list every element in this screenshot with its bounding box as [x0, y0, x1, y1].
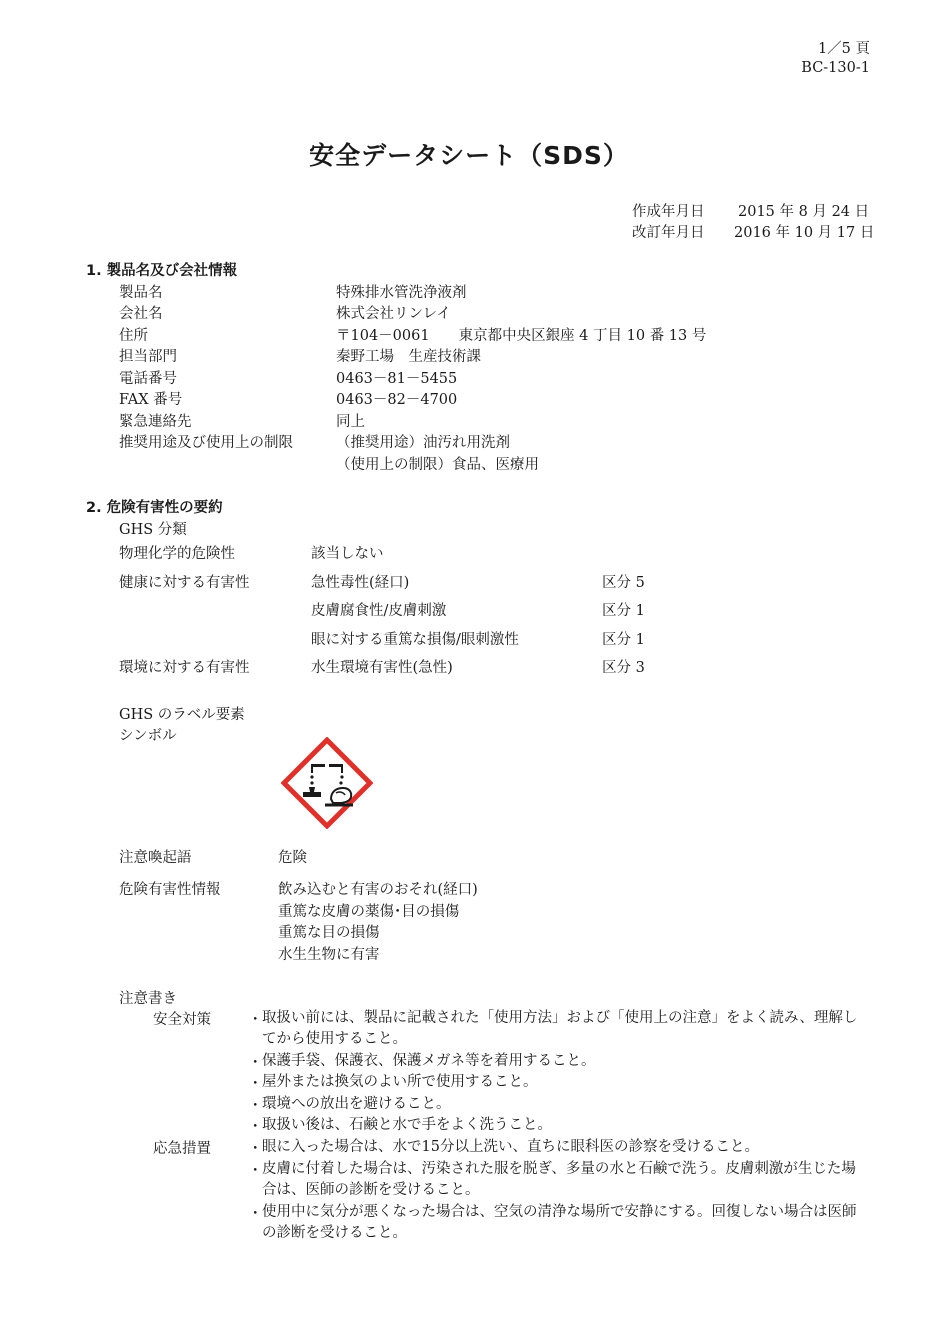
document-code: BC-130-1	[801, 60, 870, 76]
safety-item: 保護手袋、保護衣、保護メガネ等を着用すること。	[262, 1053, 596, 1069]
row-value: （推奨用途）油汚れ用洗剤	[336, 435, 510, 451]
class-hazard: 皮膚腐食性/皮膚刺激	[311, 603, 447, 619]
row-label: FAX 番号	[119, 392, 183, 408]
bullet: ・	[248, 1012, 263, 1028]
row-value: 特殊排水管洗浄液剤	[336, 285, 467, 301]
row-label: 電話番号	[119, 371, 177, 387]
revised-date-value: 2016 年 10 月 17 日	[734, 225, 875, 241]
created-date-label: 作成年月日	[632, 204, 705, 220]
safety-measures-label: 安全対策	[153, 1012, 211, 1028]
class-hazard: 眼に対する重篤な損傷/眼刺激性	[311, 632, 519, 648]
row-value: 0463－82－4700	[336, 392, 458, 408]
signal-word: 危険	[278, 850, 307, 866]
hazard-statement: 飲み込むと有害のおそれ(経口)	[278, 882, 478, 898]
row-value: 秦野工場 生産技術課	[336, 349, 481, 365]
bullet: ・	[248, 1076, 263, 1092]
hazard-info-label: 危険有害性情報	[119, 882, 221, 898]
row-value: 0463－81－5455	[336, 371, 458, 387]
bullet: ・	[248, 1119, 263, 1135]
section-2-heading: 2. 危険有害性の要約	[86, 500, 223, 516]
row-value: 株式会社リンレイ	[336, 306, 451, 322]
class-hazard: 水生環境有害性(急性)	[311, 660, 453, 676]
class-category: 健康に対する有害性	[119, 575, 250, 591]
class-hazard: 該当しない	[311, 546, 384, 562]
row-value: （使用上の制限）食品、医療用	[336, 457, 539, 473]
first-aid-item: 皮膚に付着した場合は、汚染された服を脱ぎ、多量の水と石鹸で洗う。皮膚刺激が生じた場合は、医師の診断を受けること。	[262, 1161, 856, 1198]
class-category: 環境に対する有害性	[119, 660, 250, 676]
row-label: 住所	[119, 328, 148, 344]
row-value: 同上	[336, 414, 365, 430]
safety-item: 取扱い後は、石鹸と水で手をよく洗うこと。	[262, 1117, 552, 1133]
corrosion-pictogram-icon	[281, 737, 373, 829]
symbol-label: シンボル	[119, 728, 177, 744]
class-grade: 区分 3	[602, 660, 645, 676]
signal-word-label: 注意喚起語	[119, 850, 192, 866]
row-label: 担当部門	[119, 349, 177, 365]
row-value: 〒104－0061 東京都中央区銀座 4 丁目 10 番 13 号	[336, 328, 707, 344]
class-hazard: 急性毒性(経口)	[311, 575, 410, 591]
class-grade: 区分 1	[602, 632, 645, 648]
hazard-statement: 重篤な皮膚の薬傷･目の損傷	[278, 904, 460, 920]
safety-item: 取扱い前には、製品に記載された「使用方法」および「使用上の注意」をよく読み、理解してから使用すること。	[262, 1010, 858, 1047]
row-label: 推奨用途及び使用上の制限	[119, 435, 293, 451]
bullet: ・	[248, 1163, 263, 1179]
class-grade: 区分 1	[602, 603, 645, 619]
row-label: 緊急連絡先	[119, 414, 192, 430]
precautionary-statements-heading: 注意書き	[119, 991, 177, 1007]
section-1-heading: 1. 製品名及び会社情報	[86, 263, 238, 279]
created-date-value: 2015 年 8 月 24 日	[738, 204, 870, 220]
ghs-classification-label: GHS 分類	[119, 522, 187, 538]
first-aid-item: 使用中に気分が悪くなった場合は、空気の清浄な場所で安静にする。回復しない場合は医師の診断を受けること。	[262, 1204, 857, 1241]
first-aid-label: 応急措置	[153, 1141, 211, 1157]
bullet: ・	[248, 1098, 263, 1114]
revised-date-label: 改訂年月日	[632, 225, 705, 241]
page-number: 1／5 頁	[817, 41, 870, 57]
document-title: 安全データシート（SDS）	[309, 141, 629, 170]
hazard-statement: 水生生物に有害	[278, 947, 380, 963]
first-aid-item: 眼に入った場合は、水で15分以上洗い、直ちに眼科医の診察を受けること。	[262, 1139, 759, 1155]
ghs-label-elements-heading: GHS のラベル要素	[119, 707, 245, 723]
safety-item: 屋外または換気のよい所で使用すること。	[262, 1074, 538, 1090]
bullet: ・	[248, 1141, 263, 1157]
row-label: 会社名	[119, 306, 163, 322]
bullet: ・	[248, 1055, 263, 1071]
class-category: 物理化学的危険性	[119, 546, 235, 562]
row-label: 製品名	[119, 285, 163, 301]
hazard-statement: 重篤な目の損傷	[278, 925, 380, 941]
safety-item: 環境への放出を避けること。	[262, 1096, 451, 1112]
class-grade: 区分 5	[602, 575, 645, 591]
bullet: ・	[248, 1206, 263, 1222]
